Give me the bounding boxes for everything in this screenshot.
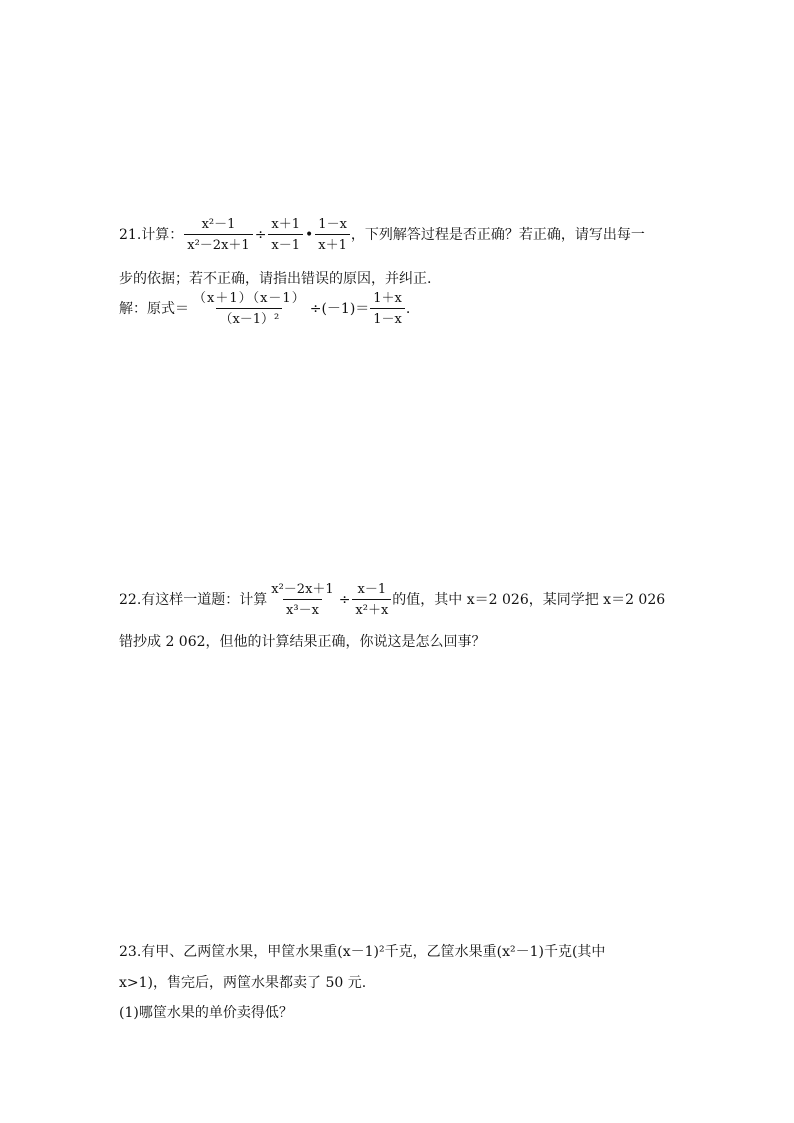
q22-line2 xyxy=(119,635,486,649)
q21-f1-denominator: x²－2x＋1 xyxy=(184,234,252,252)
q21-fraction-2 xyxy=(268,218,303,252)
q21-f1-numerator: x²－1 xyxy=(201,217,236,232)
q22-line1 xyxy=(119,583,665,617)
q23-line2 xyxy=(119,976,366,990)
q22-f2-numerator: x－1 xyxy=(357,582,387,597)
q21-sf1-denominator: （x－1）² xyxy=(216,308,282,326)
q22-fraction-2 xyxy=(352,583,391,617)
q22-divide-sign: ÷ xyxy=(338,592,351,608)
q21-line2 xyxy=(119,272,431,286)
q23-line2-text: x>1)，售完后，两筐水果都卖了 50 元. xyxy=(119,975,367,991)
q21-solution-label: 解：原式＝ xyxy=(119,301,189,317)
q21-label: 21.计算： xyxy=(119,227,184,243)
q21-sf2-denominator: 1－x xyxy=(370,308,405,326)
q21-sf1-numerator: （x＋1）（x－1） xyxy=(193,291,306,306)
q21-f3-numerator: 1－x xyxy=(318,217,347,232)
q23-line3 xyxy=(119,1006,293,1020)
q23-line1-text: 23.有甲、乙两筐水果，甲筐水果重(x－1)²千克，乙筐水果重(x²－1)千克(其中 xyxy=(119,944,606,960)
q21-f2-denominator: x－1 xyxy=(268,234,303,252)
q22-fraction-1 xyxy=(268,583,336,617)
q22-label: 22.有这样一道题：计算 xyxy=(119,592,268,608)
q22-text: 的值，其中 x＝2 026，某同学把 x＝2 026 xyxy=(392,592,666,608)
q22-f1-denominator: x³－x xyxy=(283,599,322,617)
q21-multiply-dot: • xyxy=(305,227,314,243)
q21-fraction-3 xyxy=(315,218,350,252)
q21-solution-end: . xyxy=(405,301,411,317)
q21-f3-denominator: x＋1 xyxy=(315,234,350,252)
q21-f2-numerator: x＋1 xyxy=(271,217,301,232)
q21-divide-sign: ÷ xyxy=(254,227,267,243)
q22-f1-numerator: x²－2x＋1 xyxy=(271,582,334,597)
q21-solution-mid: ÷(－1)＝ xyxy=(309,301,370,317)
q21-fraction-1 xyxy=(184,218,252,252)
q21-solution xyxy=(119,292,410,326)
q21-text: ，下列解答过程是否正确？若正确，请写出每一 xyxy=(350,227,645,243)
q21-solution-fraction-1 xyxy=(190,292,309,326)
q23-line1 xyxy=(119,945,605,959)
q21-line1 xyxy=(119,218,645,252)
q21-solution-fraction-2 xyxy=(370,292,405,326)
q22-line2-text: 错抄成 2 062，但他的计算结果正确，你说这是怎么回事？ xyxy=(119,634,486,650)
q21-sf2-numerator: 1＋x xyxy=(373,291,402,306)
q22-f2-denominator: x²＋x xyxy=(352,599,391,617)
q21-line2-text: 步的依据；若不正确，请指出错误的原因，并纠正. xyxy=(119,271,432,287)
q23-line3-text: (1)哪筐水果的单价卖得低？ xyxy=(119,1005,293,1021)
